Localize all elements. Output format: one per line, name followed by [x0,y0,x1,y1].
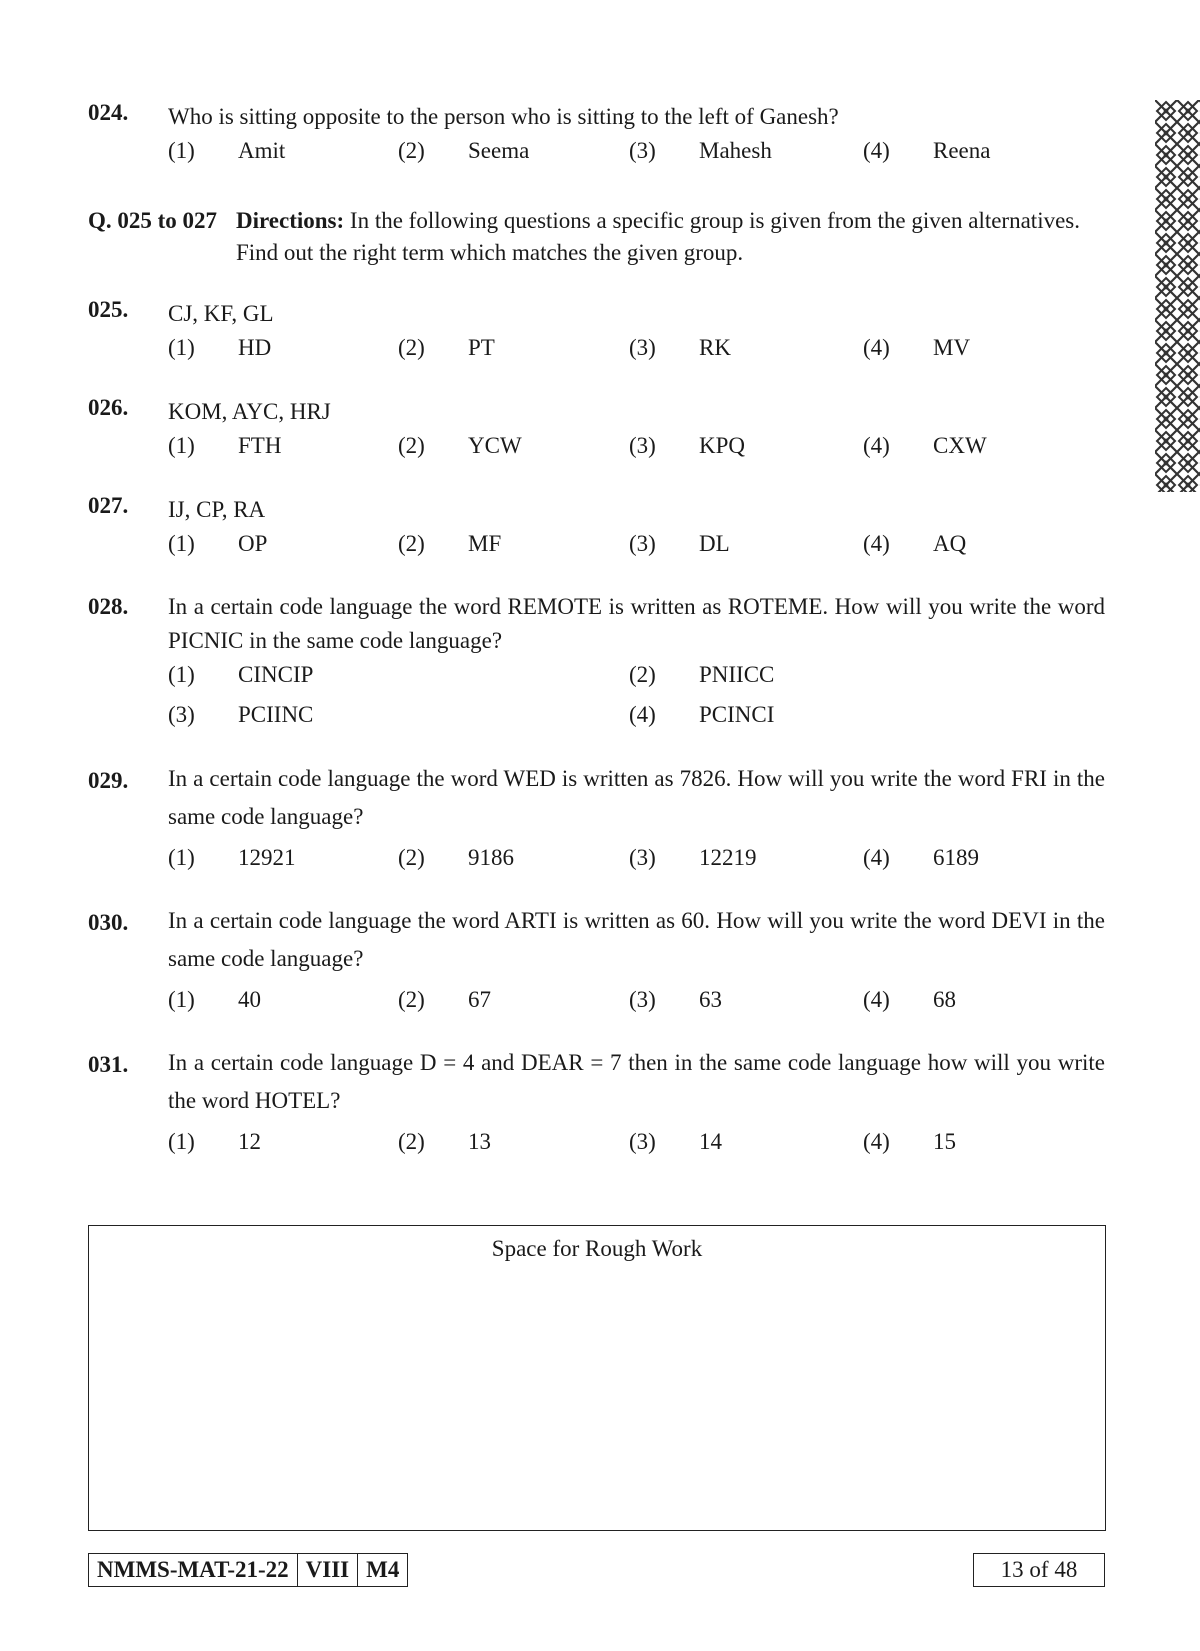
option-value: PNIICC [699,662,775,687]
option-value: RK [699,335,731,360]
option-number: (4) [863,1129,890,1154]
question-number: 024. [88,100,129,125]
option-number: (4) [863,335,890,360]
option-number: (3) [629,987,656,1012]
rough-work-box[interactable] [88,1225,1106,1531]
option-value: 63 [699,987,722,1012]
option-value: 14 [699,1129,722,1154]
option-number: (2) [398,335,425,360]
question-text: In a certain code language the word REMOTE is written as ROTEME. How will you write the word PICNIC in the same code language? [168,594,1105,653]
option-value: 6189 [933,845,979,870]
option-number: (2) [398,433,425,458]
question-text: IJ, CP, RA [168,497,266,522]
option-number: (4) [863,138,890,163]
option-value: DL [699,531,730,556]
rough-work-title: Space for Rough Work [491,1236,703,1261]
option-value: CINCIP [238,662,314,687]
option-value: OP [238,531,268,556]
option-value: CXW [933,433,987,458]
question-text: In a certain code language D = 4 and DEAR = 7 then in the same code language how will you write the word HOTEL? [168,1050,1105,1113]
option-number: (3) [629,138,656,163]
option-value: 67 [468,987,491,1012]
question-text: KOM, AYC, HRJ [168,399,331,424]
option-value: KPQ [699,433,746,458]
option-number: (4) [863,845,890,870]
directions-range-label: Q. 025 to 027 [88,208,218,233]
option-value: 68 [933,987,956,1012]
option-value: Amit [238,138,286,163]
paper-code-box [88,1553,408,1587]
option-value: FTH [238,433,282,458]
option-value: PCINCI [699,702,775,727]
option-value: 12 [238,1129,261,1154]
option-number: (1) [168,845,195,870]
option-value: Seema [468,138,530,163]
option-number: (3) [629,1129,656,1154]
option-value: PCIINC [238,702,314,727]
option-number: (4) [629,702,656,727]
option-number: (2) [398,1129,425,1154]
option-value: 12921 [238,845,296,870]
page-number: 13 of 48 [973,1553,1105,1587]
option-number: (1) [168,138,195,163]
option-number: (4) [863,987,890,1012]
directions-body: In the following questions a specific group is given from the given alternatives. Find out the right term which matches the given group. [236,208,1080,265]
option-value: 13 [468,1129,491,1154]
option-number: (2) [398,845,425,870]
option-value: 15 [933,1129,956,1154]
option-number: (4) [863,433,890,458]
option-value: MV [933,335,971,360]
option-number: (1) [168,662,195,687]
option-number: (3) [168,702,195,727]
option-number: (2) [629,662,656,687]
option-value: PT [468,335,495,360]
option-number: (1) [168,433,195,458]
option-value: 9186 [468,845,514,870]
option-value: 12219 [699,845,757,870]
option-number: (1) [168,335,195,360]
option-value: MF [468,531,502,556]
option-number: (2) [398,531,425,556]
question-number: 026. [88,395,129,420]
option-number: (3) [629,433,656,458]
question-number: 030. [88,910,129,935]
directions-text [236,205,1105,269]
question-text: In a certain code language the word WED is written as 7826. How will you write the word FRI in the same code language? [168,766,1105,829]
option-number: (2) [398,987,425,1012]
option-number: (4) [863,531,890,556]
question-number: 031. [88,1052,129,1077]
option-number: (1) [168,531,195,556]
question-number: 025. [88,297,129,322]
question-text: CJ, KF, GL [168,301,274,326]
option-value: Reena [933,138,991,163]
option-number: (3) [629,531,656,556]
option-number: (1) [168,1129,195,1154]
option-value: Mahesh [699,138,772,163]
question-text: Who is sitting opposite to the person who is sitting to the left of Ganesh? [168,104,839,129]
question-number: 029. [88,768,129,793]
option-number: (2) [398,138,425,163]
option-number: (1) [168,987,195,1012]
question-number: 027. [88,493,129,518]
question-text: In a certain code language the word ARTI is written as 60. How will you write the word DEVI in the same code language? [168,908,1105,971]
option-value: YCW [468,433,522,458]
paper-code: NMMS-MAT-21-22 [97,1557,289,1582]
option-number: (3) [629,845,656,870]
set-label: M4 [357,1554,407,1586]
option-value: 40 [238,987,261,1012]
option-value: AQ [933,531,967,556]
option-number: (3) [629,335,656,360]
class-label: VIII [297,1554,357,1586]
directions-heading: Directions: [236,208,345,233]
option-value: HD [238,335,272,360]
decorative-border-pattern [1155,100,1200,492]
question-number: 028. [88,594,129,619]
